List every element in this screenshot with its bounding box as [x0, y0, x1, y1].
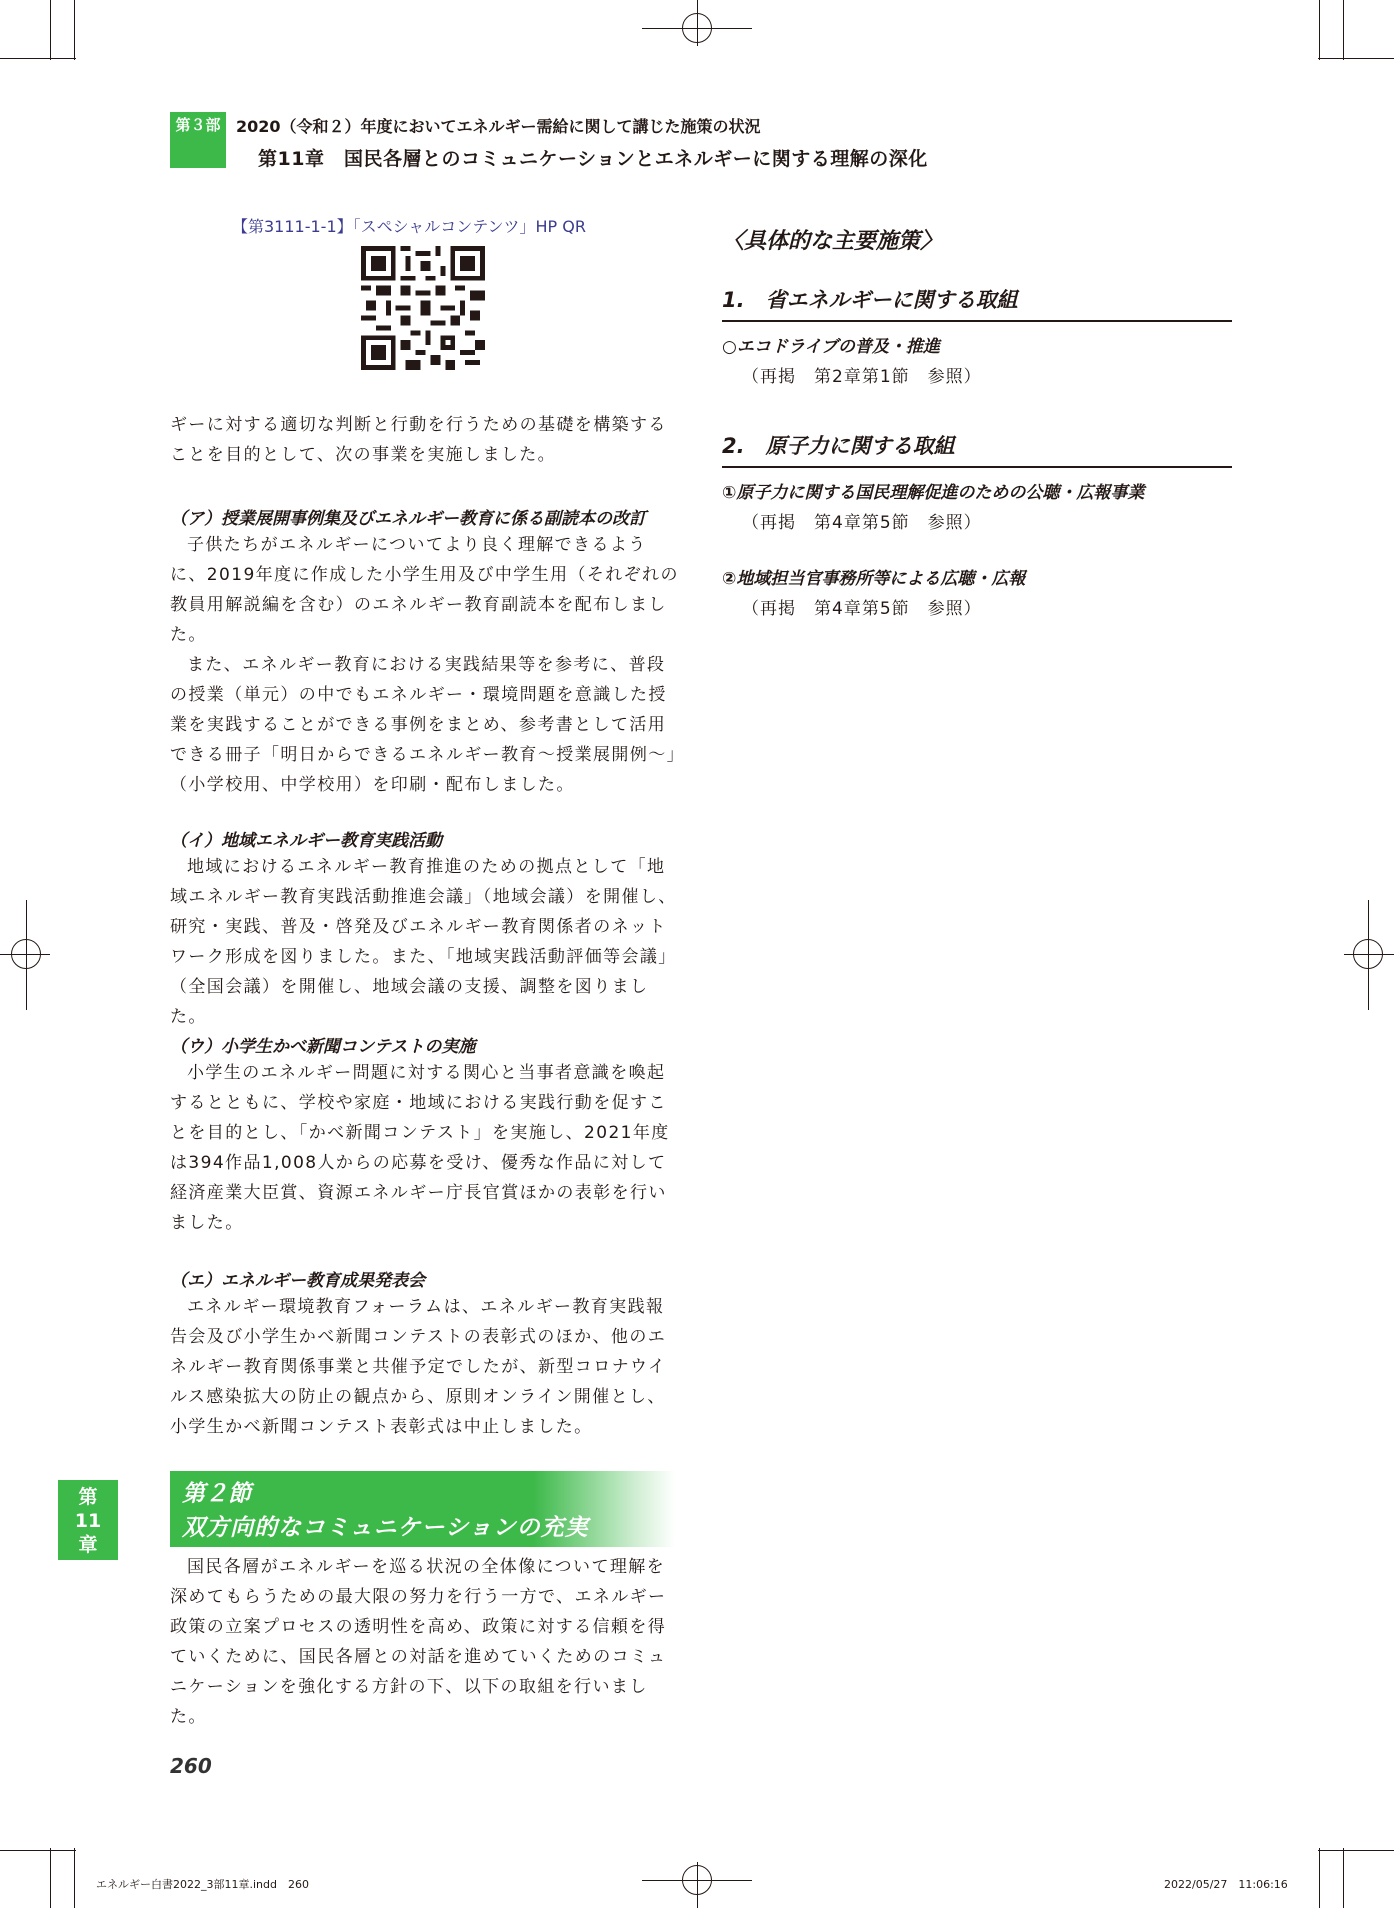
item-2-heading: 2. 原子力に関する取組: [722, 430, 1232, 468]
slug-filename: エネルギー白書2022_3部11章.indd 260: [96, 1878, 309, 1891]
section-c-body: [170, 1058, 680, 1238]
item-2-sub-1: ①原子力に関する国民理解促進のための公聴・広報事業: [722, 483, 1145, 503]
chapter-tab-line-3: 章: [78, 1534, 98, 1556]
chapter-title: 第11章 国民各層とのコミュニケーションとエネルギーに関する理解の深化: [258, 148, 928, 170]
qr-caption: 【第3111-1-1】「スペシャルコンテンツ」HP QR: [232, 217, 586, 236]
section-a-paragraph-2: また、エネルギー教育における実践結果等を参考に、普段の授業（単元）の中でもエネルギー・環境問題を意識した授業を実践することができる事例をまとめ、参考書として活用できる冊子「明日からできるエネルギー教育～授業展開例～」（小学校用、中学校用）を印刷・配布しました。: [170, 655, 677, 795]
heading-c: （ウ）小学生かべ新聞コンテストの実施: [170, 1037, 476, 1057]
section-2-body: [170, 1552, 680, 1732]
section-d-body: [170, 1292, 680, 1442]
section-number: 第２節: [182, 1481, 251, 1507]
section-2-banner: [170, 1471, 675, 1547]
page-number: 260: [170, 1754, 212, 1778]
section-b-body: [170, 852, 680, 1032]
section-a-body: [170, 530, 680, 800]
part-title: 2020（令和２）年度においてエネルギー需給に関して講じた施策の状況: [236, 117, 761, 136]
item-1-ref-1: （再掲 第2章第1節 参照）: [742, 367, 982, 387]
item-1-sub-1: ○エコドライブの普及・推進: [722, 337, 940, 357]
section-c-paragraph-1: 小学生のエネルギー問題に対する関心と当事者意識を喚起するとともに、学校や家庭・地域における実践行動を促すことを目的とし、「かべ新聞コンテスト」を実施し、2021年度は394作品1,008人からの応募を受け、優秀な作品に対して経済産業大臣賞、資源エネルギー庁長官賞ほかの表彰を行いました。: [170, 1063, 670, 1233]
section-a-paragraph-1: 子供たちがエネルギーについてより良く理解できるように、2019年度に作成した小学生用及び中学生用（それぞれの教員用解説編を含む）のエネルギー教育副読本を配布しました。: [170, 535, 679, 645]
policy-heading: 〈具体的な主要施策〉: [722, 229, 943, 254]
part-badge-bar: [170, 138, 226, 168]
item-2-sub-2: ②地域担当官事務所等による広聴・広報: [722, 569, 1026, 589]
heading-a: （ア）授業展開事例集及びエネルギー教育に係る副読本の改訂: [170, 509, 646, 529]
item-1-heading: 1. 省エネルギーに関する取組: [722, 284, 1232, 322]
part-badge: 第３部: [170, 112, 226, 138]
heading-b: （イ）地域エネルギー教育実践活動: [170, 831, 442, 851]
chapter-tab-line-1: 第: [78, 1486, 98, 1508]
item-2-ref-1: （再掲 第4章第5節 参照）: [742, 513, 982, 533]
slug-datetime: 2022/05/27 11:06:16: [1164, 1878, 1288, 1891]
intro-paragraph: [170, 410, 680, 470]
section-b-paragraph-1: 地域におけるエネルギー教育推進のための拠点として「地域エネルギー教育実践活動推進会議」（地域会議）を開催し、研究・実践、普及・啓発及びエネルギー教育関係者のネットワーク形成を図りました。また、「地域実践活動評価等会議」（全国会議）を開催し、地域会議の支援、調整を図りました。: [170, 857, 677, 1027]
chapter-tab-line-2: 11: [74, 1510, 102, 1532]
section-d-paragraph-1: エネルギー環境教育フォーラムは、エネルギー教育実践報告会及び小学生かべ新聞コンテストの表彰式のほか、他のエネルギー教育関係事業と共催予定でしたが、新型コロナウイルス感染拡大の防止の観点から、原則オンライン開催とし、小学生かべ新聞コンテスト表彰式は中止しました。: [170, 1297, 667, 1437]
chapter-tab: [58, 1480, 118, 1560]
qr-code-icon[interactable]: [361, 246, 485, 370]
section-title: 双方向的なコミュニケーションの充実: [182, 1515, 589, 1541]
intro-line-1: ギーに対する適切な判断と行動を行うための基礎を構築する: [170, 415, 667, 435]
section-2-paragraph: 国民各層がエネルギーを巡る状況の全体像について理解を深めてもらうための最大限の努力を行う一方で、エネルギー政策の立案プロセスの透明性を高め、政策に対する信頼を得ていくために、国民各層との対話を進めていくためのコミュニケーションを強化する方針の下、以下の取組を行いました。: [170, 1557, 667, 1727]
heading-d: （エ）エネルギー教育成果発表会: [170, 1271, 425, 1291]
intro-line-2: ことを目的として、次の事業を実施しました。: [170, 445, 557, 465]
item-2-ref-2: （再掲 第4章第5節 参照）: [742, 599, 982, 619]
